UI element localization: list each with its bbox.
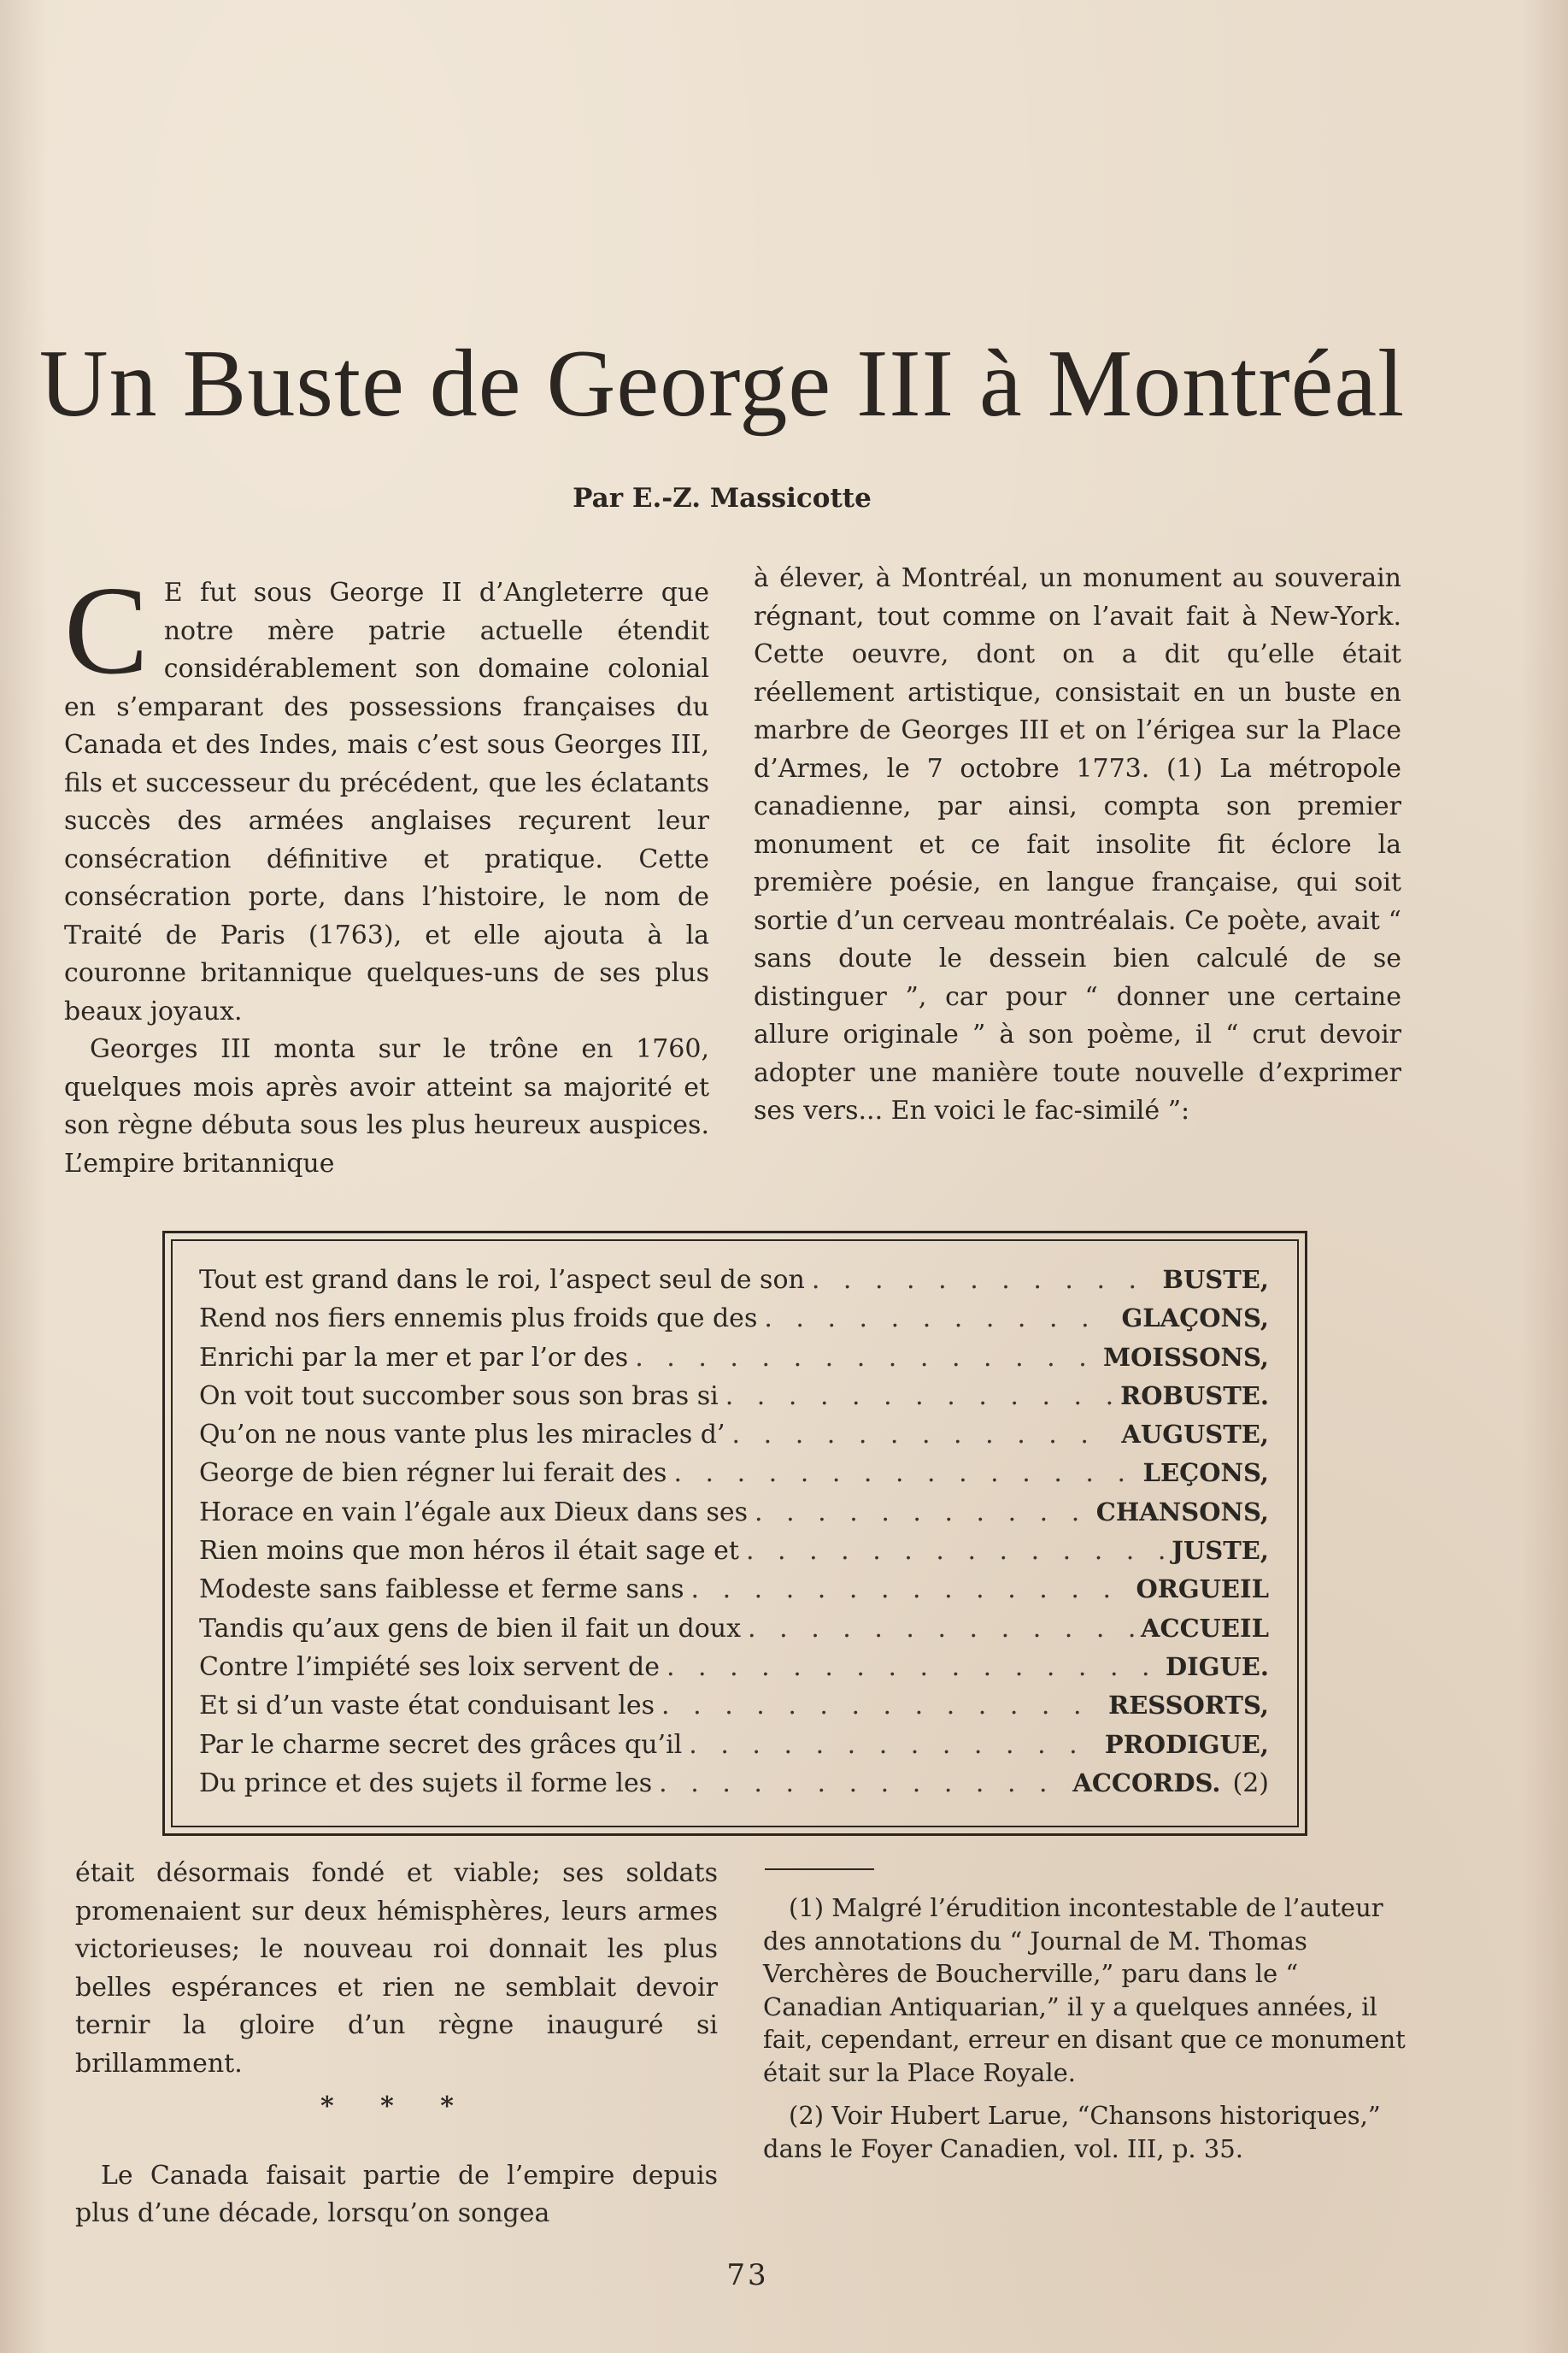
- poem-rhyme-word: DIGUE.: [1166, 1651, 1269, 1681]
- poem-rhyme-word: PRODIGUE,: [1104, 1729, 1269, 1759]
- poem-line-text: Contre l’impiété ses loix servent de: [199, 1651, 660, 1682]
- leader-dots: [755, 1494, 1089, 1532]
- poem-line: [199, 1648, 1269, 1686]
- poem-line-text: Rien moins que mon héros il était sage et: [199, 1536, 739, 1567]
- poem-rhyme-word: ROBUSTE.: [1120, 1380, 1269, 1410]
- footnote-rule: [765, 1868, 874, 1870]
- poem-line: [199, 1570, 1269, 1609]
- poem-rhyme-word: ORGUEIL: [1136, 1574, 1269, 1604]
- footnotes: [763, 1891, 1414, 2175]
- poem-lines: [199, 1261, 1269, 1803]
- poem-line: [199, 1764, 1269, 1803]
- paragraph-4: Le Canada faisait partie de l’empire depuis plus d’une décade, lorsqu’on songea: [75, 2160, 718, 2228]
- drop-cap: C: [64, 561, 149, 701]
- leader-dots: [812, 1262, 1156, 1299]
- poem-line-text: On voit tout succomber sous son bras si: [199, 1380, 719, 1411]
- poem-rhyme-word: CHANSONS,: [1095, 1497, 1269, 1527]
- leader-dots: [635, 1339, 1096, 1377]
- paragraph-3: était désormais fondé et viable; ses soldats promenaient sur deux hémisphères, leurs armes victorieuses; le nouveau roi donnait les plus belles espérances et rien ne semblait devoir ternir la gloire d’un règne inauguré si brillamment.: [75, 1858, 718, 2079]
- leader-dots: [673, 1455, 1136, 1492]
- poem-line: [199, 1532, 1269, 1570]
- author-name: E.-Z. Massicotte: [631, 483, 872, 514]
- poem-line: [199, 1377, 1269, 1415]
- leader-dots: [661, 1687, 1101, 1725]
- leader-dots: [689, 1727, 1098, 1764]
- poem-line: [199, 1261, 1269, 1299]
- poem-line: [199, 1726, 1269, 1764]
- poem-line-text: Enrichi par la mer et par l’or des: [199, 1342, 629, 1373]
- poem-rhyme-word: JUSTE,: [1172, 1536, 1269, 1566]
- footnote-ref: (2): [1232, 1768, 1269, 1798]
- poem-line-text: Modeste sans faiblesse et ferme sans: [199, 1574, 684, 1605]
- page-number: 73: [726, 2258, 769, 2292]
- leader-dots: [748, 1610, 1134, 1648]
- poem-line-text: Qu’on ne nous vante plus les miracles d’: [199, 1420, 725, 1450]
- leader-dots: [764, 1300, 1114, 1338]
- poem-rhyme-word: LEÇONS,: [1142, 1458, 1269, 1488]
- poem-rhyme-word: RESSORTS,: [1108, 1691, 1269, 1721]
- poem-line-text: Tout est grand dans le roi, l’aspect seul de son: [199, 1265, 805, 1295]
- left-column-bottom: [75, 1855, 718, 2233]
- footnote-1: (1) Malgré l’érudition incontestable de l’auteur des annotations du “ Journal de M. Thomas Verchères de Boucherville,” paru dans le “ Canadian Antiquarian,” il y a quelques années, il fait, cependant, erreur en disant que ce monument était sur la Place Royale.: [763, 1893, 1406, 2087]
- poem-line: [199, 1299, 1269, 1338]
- footnote-2: (2) Voir Hubert Larue, “Chansons historiques,” dans le Foyer Canadien, vol. III, p. 35.: [763, 2101, 1381, 2163]
- poem-line: [199, 1454, 1269, 1492]
- poem-line: [199, 1686, 1269, 1725]
- poem-rhyme-word: AUGUSTE,: [1121, 1420, 1269, 1450]
- poem-line: [199, 1338, 1269, 1377]
- byline-prefix: Par: [573, 483, 624, 514]
- paragraph-1-text: E fut sous George II d’Angleterre que notre mère patrie actuelle étendit considérablement son domaine colonial en s’emparant des possessions françaises du Canada et des Indes, mais c’est sous Georges III, fils et successeur du précédent, que les éclatants succès des armées anglaises reçurent leur consécration définitive et pratique. Cette consécration porte, dans l’histoire, le nom de Traité de Paris (1763), et elle ajouta à la couronne britannique quelques-uns de ses plus beaux joyaux.: [64, 578, 709, 1026]
- left-column-top: [64, 561, 709, 1183]
- leader-dots: [725, 1378, 1113, 1415]
- leader-dots: [732, 1416, 1115, 1454]
- leader-dots: [659, 1765, 1066, 1803]
- poem-line: [199, 1493, 1269, 1532]
- paragraph-right: à élever, à Montréal, un monument au souverain régnant, tout comme on l’avait fait à New-York. Cette oeuvre, dont on a dit qu’elle était réellement artistique, consistait en un buste en marbre de Georges III et on l’érigea sur la Place d’Armes, le 7 octobre 1773. (1) La métropole canadienne, par ainsi, compta son premier monument et ce fait insolite fit éclore la première poésie, en langue française, qui soit sortie d’un cerveau montréalais. Ce poète, avait “ sans doute le dessein bien calculé de se distinguer ”, car pour “ donner une certaine allure originale ” à son poème, il “ crut devoir adopter une manière toute nouvelle d’exprimer ses vers... En voici le fac-similé ”:: [754, 563, 1401, 1126]
- section-separator: * * *: [320, 2091, 473, 2121]
- poem-line-text: Tandis qu’aux gens de bien il fait un doux: [199, 1613, 742, 1644]
- poem-line: [199, 1609, 1269, 1648]
- poem-line: [199, 1415, 1269, 1454]
- article-title: Un Buste de George III à Montréal: [38, 331, 1406, 437]
- right-column-top: [754, 560, 1401, 1131]
- poem-line-text: Horace en vain l’égale aux Dieux dans ses: [199, 1497, 749, 1527]
- paragraph-1: [64, 561, 709, 1031]
- poem-box: [162, 1231, 1307, 1836]
- poem-line-text: Du prince et des sujets il forme les: [199, 1768, 653, 1798]
- paragraph-2: Georges III monta sur le trône en 1760, quelques mois après avoir atteint sa majorité et son règne débuta sous les plus heureux auspices. L’empire britannique: [64, 1034, 709, 1179]
- poem-line-text: Par le charme secret des grâces qu’il: [199, 1729, 683, 1760]
- leader-dots: [691, 1571, 1130, 1609]
- poem-rhyme-word: ACCORDS.: [1072, 1768, 1221, 1797]
- byline: [0, 483, 1444, 514]
- poem-rhyme-word: MOISSONS,: [1103, 1342, 1269, 1372]
- poem-line-text: Rend nos fiers ennemis plus froids que des: [199, 1303, 758, 1334]
- poem-line-text: George de bien régner lui ferait des: [199, 1458, 667, 1489]
- poem-line-text: Et si d’un vaste état conduisant les: [199, 1691, 655, 1721]
- leader-dots: [667, 1649, 1159, 1686]
- poem-rhyme-word: ACCUEIL: [1140, 1613, 1269, 1643]
- leader-dots: [746, 1532, 1165, 1570]
- poem-rhyme-word: BUSTE,: [1162, 1265, 1269, 1294]
- poem-rhyme-word: GLAÇONS,: [1121, 1303, 1269, 1333]
